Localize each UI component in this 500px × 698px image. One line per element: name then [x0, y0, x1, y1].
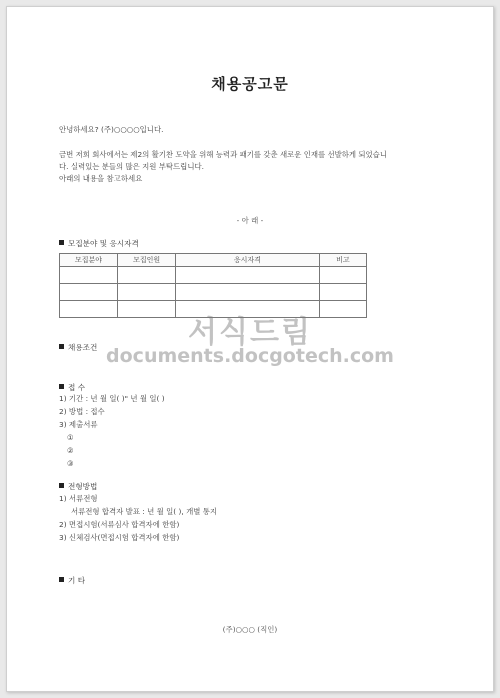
table-cell[interactable] — [319, 284, 366, 301]
section-process-label: 전형방법 — [68, 482, 98, 491]
table-cell[interactable] — [60, 267, 118, 284]
table-cell[interactable] — [176, 267, 320, 284]
process-item-1-detail: 서류전형 합격자 발표 : 년 월 일( ), 개별 통지 — [71, 507, 217, 516]
table-header-note: 비고 — [319, 254, 366, 267]
section-receipt-label: 접 수 — [68, 383, 86, 392]
process-item-3: 3) 신체검사(면접시험 합격자에 한함) — [59, 533, 180, 542]
section-recruit-label: 모집분야 및 응시자격 — [68, 239, 139, 248]
table-header-qualification: 응시자격 — [176, 254, 320, 267]
table-cell[interactable] — [319, 267, 366, 284]
greeting-text: 안녕하세요? (주)○○○○입니다. — [59, 125, 164, 134]
section-etc-label: 기 타 — [68, 576, 86, 585]
bullet-square-icon — [59, 483, 64, 488]
intro-line-1: 금번 저희 회사에서는 제2의 활기찬 도약을 위해 능력과 패기를 갖춘 새로운 인재를 선발하게 되었습니 — [59, 150, 387, 159]
table-row — [60, 267, 367, 284]
process-item-2: 2) 면접시험(서류심사 합격자에 한함) — [59, 520, 180, 529]
receipt-doc-2: ② — [67, 446, 74, 455]
section-recruit — [59, 238, 139, 249]
receipt-doc-3: ③ — [67, 459, 74, 468]
watermark-title: 서식드림 — [188, 315, 312, 350]
table-header-row — [60, 254, 367, 267]
bullet-square-icon — [59, 384, 64, 389]
section-conditions-label: 채용조건 — [68, 343, 98, 352]
section-process — [59, 481, 97, 492]
intro-line-2: 다. 실력있는 분들의 많은 지원 부탁드립니다. — [59, 162, 204, 171]
table-header-count: 모집인원 — [118, 254, 176, 267]
signature-line: (주)○○○ (직인) — [222, 625, 278, 634]
table-header-field: 모집분야 — [60, 254, 118, 267]
table-cell[interactable] — [176, 284, 320, 301]
receipt-doc-1: ① — [67, 433, 74, 442]
watermark-url: documents.docgotech.com — [106, 345, 394, 367]
table-cell[interactable] — [118, 267, 176, 284]
document-page — [6, 6, 494, 692]
document-title: 채용공고문 — [211, 75, 289, 93]
receipt-method: 2) 방법 : 접수 — [59, 407, 105, 416]
process-item-1: 1) 서류전형 — [59, 494, 98, 503]
table-cell[interactable] — [60, 284, 118, 301]
intro-line-3: 아래의 내용을 참고하세요 — [59, 174, 143, 183]
bullet-square-icon — [59, 577, 64, 582]
table-row — [60, 284, 367, 301]
bullet-square-icon — [59, 240, 64, 245]
table-cell[interactable] — [118, 284, 176, 301]
section-receipt — [59, 382, 85, 393]
receipt-period: 1) 기간 : 년 월 일( )" 년 월 일( ) — [59, 394, 165, 403]
receipt-docs: 3) 제출서류 — [59, 420, 98, 429]
section-etc — [59, 575, 85, 586]
below-label: - 아 래 - — [236, 216, 264, 225]
